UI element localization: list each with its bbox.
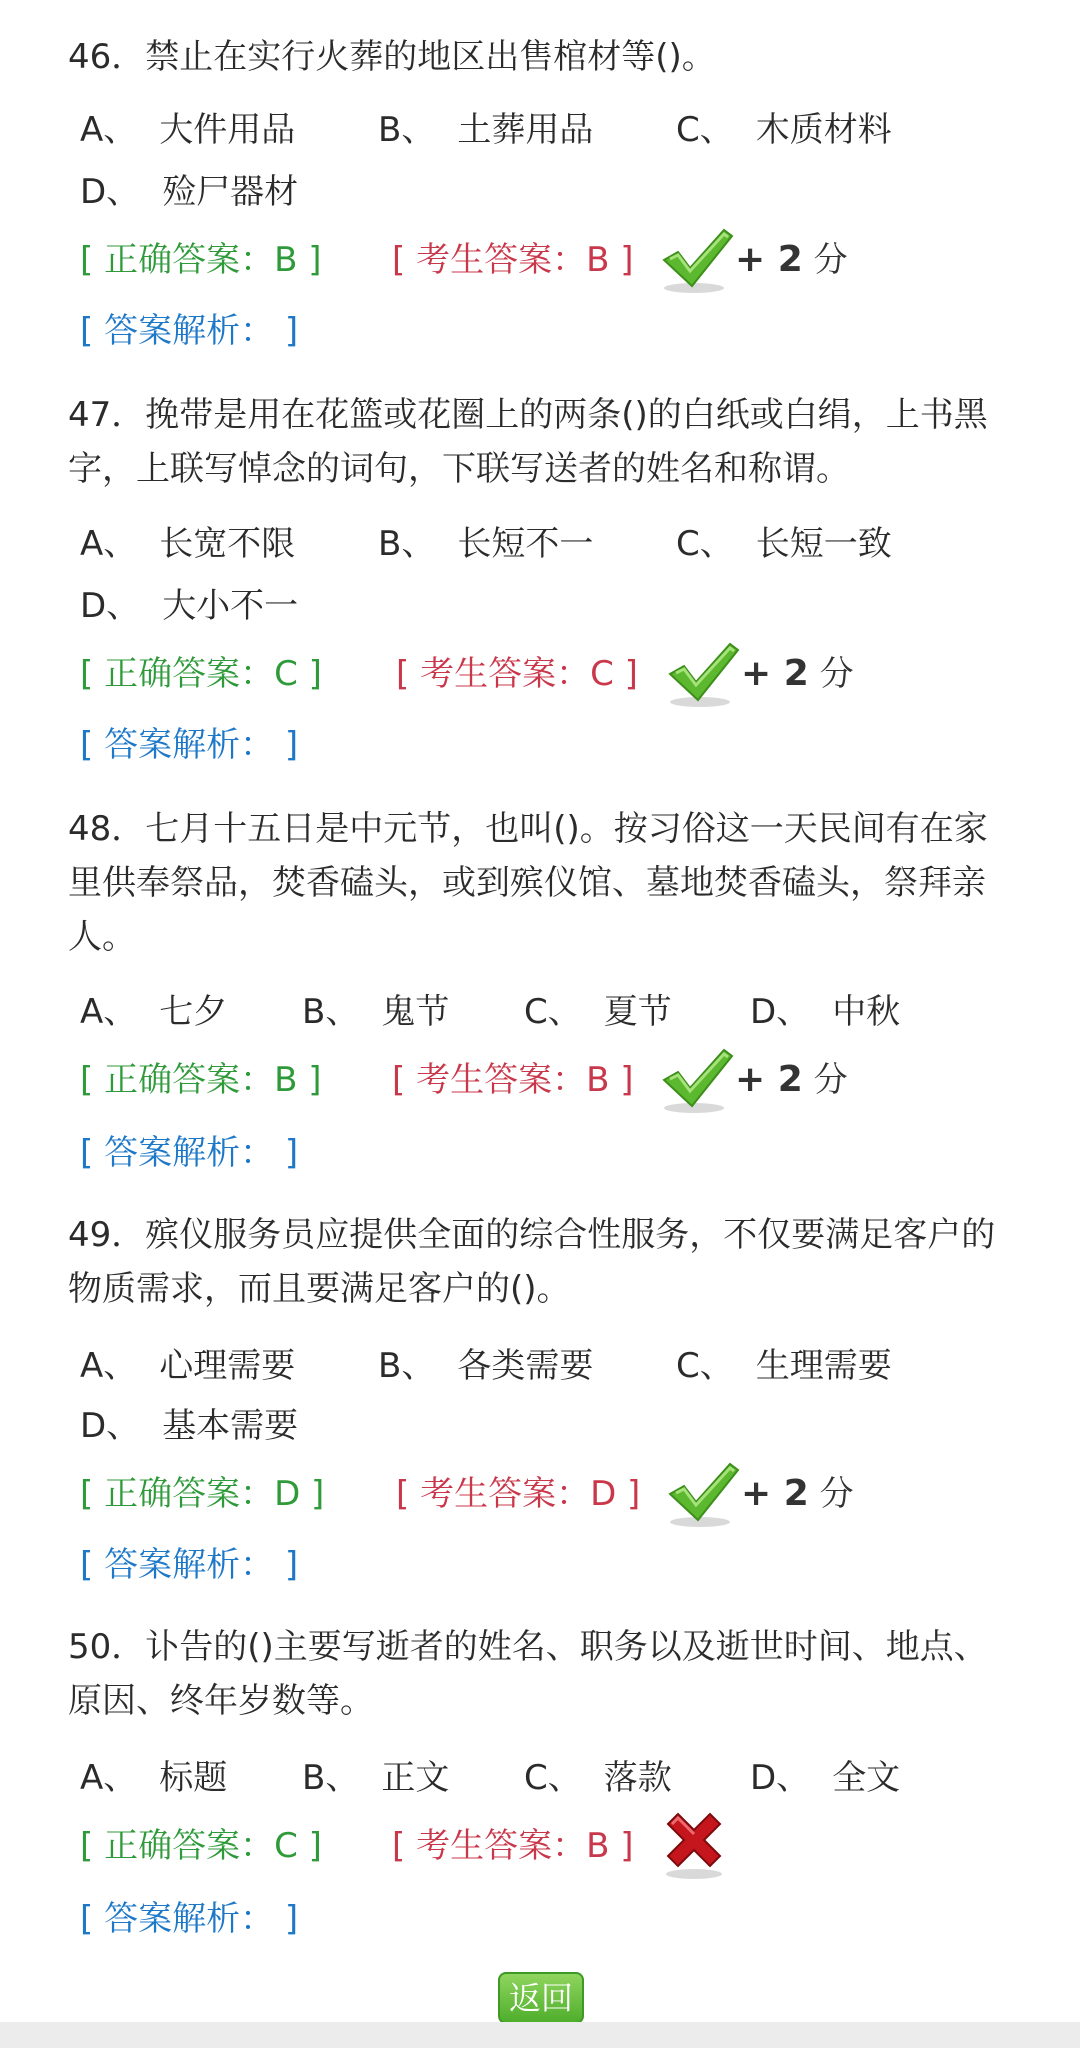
question-text: 48．七月十五日是中元节，也叫()。按习俗这一天民间有在家里供奉祭品，焚香磕头，或到殡仪馆、墓地焚香磕头，祭拜亲人。: [68, 809, 988, 957]
answer-analysis: [ 答案解析： ]: [80, 1545, 299, 1585]
option-text: 落款: [603, 1758, 672, 1798]
score-value: + 2: [735, 239, 803, 280]
answer-analysis: [ 答案解析： ]: [80, 311, 299, 351]
option-letter: B、: [302, 992, 360, 1032]
option-letter: A、: [80, 1758, 138, 1798]
option-letter: A、: [80, 992, 138, 1032]
option-text: 大小不一: [162, 586, 299, 626]
option-letter: A、: [80, 1346, 138, 1386]
option-letter: B、: [378, 524, 436, 564]
option-a: [80, 522, 295, 566]
option-letter: C、: [676, 1346, 734, 1386]
score: [735, 1050, 848, 1110]
option-a: [80, 990, 227, 1034]
option-text: 长短一致: [755, 524, 892, 564]
question-text: 46．禁止在实行火葬的地区出售棺材等()。: [68, 37, 716, 77]
correct-answer: [ 正确答案：D ]: [80, 1474, 325, 1514]
option-d: [80, 170, 298, 214]
correct-answer: [ 正确答案：B ]: [80, 240, 322, 280]
score-unit: 分: [813, 1060, 848, 1100]
option-letter: A、: [80, 524, 138, 564]
check-icon: [664, 638, 742, 710]
option-letter: A、: [80, 110, 138, 150]
score-unit: 分: [819, 654, 854, 694]
answer-analysis: [ 答案解析： ]: [80, 1899, 299, 1939]
score: [735, 230, 848, 290]
option-a: [80, 1344, 295, 1388]
student-answer: [ 考生答案：B ]: [392, 240, 634, 280]
option-b: [378, 108, 593, 152]
option-letter: D、: [80, 586, 141, 626]
option-a: [80, 1756, 227, 1800]
correct-answer: [ 正确答案：B ]: [80, 1060, 322, 1100]
student-answer: [ 考生答案：B ]: [392, 1060, 634, 1100]
score-value: + 2: [741, 1473, 809, 1514]
question-text: 47．挽带是用在花篮或花圈上的两条()的白纸或白绢，上书黑字，上联写悼念的词句，下联写送者的姓名和称谓。: [68, 395, 988, 489]
option-text: 夏节: [603, 992, 672, 1032]
option-c: [676, 522, 892, 566]
option-c: [524, 1756, 672, 1800]
option-letter: B、: [378, 110, 436, 150]
option-letter: C、: [524, 1758, 582, 1798]
score: [741, 1464, 854, 1524]
option-letter: C、: [676, 524, 734, 564]
score-value: + 2: [735, 1059, 803, 1100]
answer-analysis: [ 答案解析： ]: [80, 1133, 299, 1173]
score-unit: 分: [813, 240, 848, 280]
option-letter: C、: [524, 992, 582, 1032]
option-a: [80, 108, 295, 152]
option-letter: B、: [378, 1346, 436, 1386]
option-text: 生理需要: [755, 1346, 892, 1386]
option-d: [750, 990, 900, 1034]
score-unit: 分: [819, 1474, 854, 1514]
option-b: [302, 1756, 449, 1800]
option-letter: D、: [80, 172, 141, 212]
option-text: 长短不一: [457, 524, 594, 564]
question-text: 50．讣告的()主要写逝者的姓名、职务以及逝世时间、地点、原因、终年岁数等。: [68, 1627, 988, 1721]
option-text: 长宽不限: [159, 524, 296, 564]
option-letter: D、: [80, 1406, 141, 1446]
student-answer: [ 考生答案：C ]: [396, 654, 638, 694]
correct-answer: [ 正确答案：C ]: [80, 654, 322, 694]
option-text: 大件用品: [159, 110, 296, 150]
score: [741, 644, 854, 704]
score-value: + 2: [741, 653, 809, 694]
option-b: [378, 522, 593, 566]
option-letter: D、: [750, 992, 811, 1032]
option-b: [378, 1344, 593, 1388]
option-d: [80, 584, 298, 628]
option-b: [302, 990, 449, 1034]
option-text: 殓尸器材: [162, 172, 299, 212]
option-text: 各类需要: [457, 1346, 594, 1386]
cross-icon: [658, 1810, 736, 1882]
bottom-bar: [0, 2022, 1080, 2048]
check-icon: [658, 1044, 736, 1116]
student-answer: [ 考生答案：B ]: [392, 1826, 634, 1866]
option-text: 鬼节: [381, 992, 450, 1032]
answer-analysis: [ 答案解析： ]: [80, 725, 299, 765]
option-text: 正文: [381, 1758, 450, 1798]
option-text: 木质材料: [755, 110, 892, 150]
option-c: [676, 108, 892, 152]
back-button[interactable]: 返回: [498, 1972, 584, 2024]
check-icon: [664, 1458, 742, 1530]
question-text: 49．殡仪服务员应提供全面的综合性服务，不仅要满足客户的物质需求，而且要满足客户的()。: [68, 1215, 996, 1309]
check-icon: [658, 224, 736, 296]
option-text: 全文: [832, 1758, 901, 1798]
option-text: 中秋: [832, 992, 901, 1032]
option-letter: B、: [302, 1758, 360, 1798]
option-letter: D、: [750, 1758, 811, 1798]
option-text: 心理需要: [159, 1346, 296, 1386]
option-c: [676, 1344, 892, 1388]
option-text: 七夕: [159, 992, 228, 1032]
option-d: [80, 1404, 298, 1448]
option-d: [750, 1756, 900, 1800]
option-letter: C、: [676, 110, 734, 150]
option-text: 基本需要: [162, 1406, 299, 1446]
option-text: 标题: [159, 1758, 228, 1798]
correct-answer: [ 正确答案：C ]: [80, 1826, 322, 1866]
student-answer: [ 考生答案：D ]: [396, 1474, 641, 1514]
option-c: [524, 990, 672, 1034]
option-text: 土葬用品: [457, 110, 594, 150]
